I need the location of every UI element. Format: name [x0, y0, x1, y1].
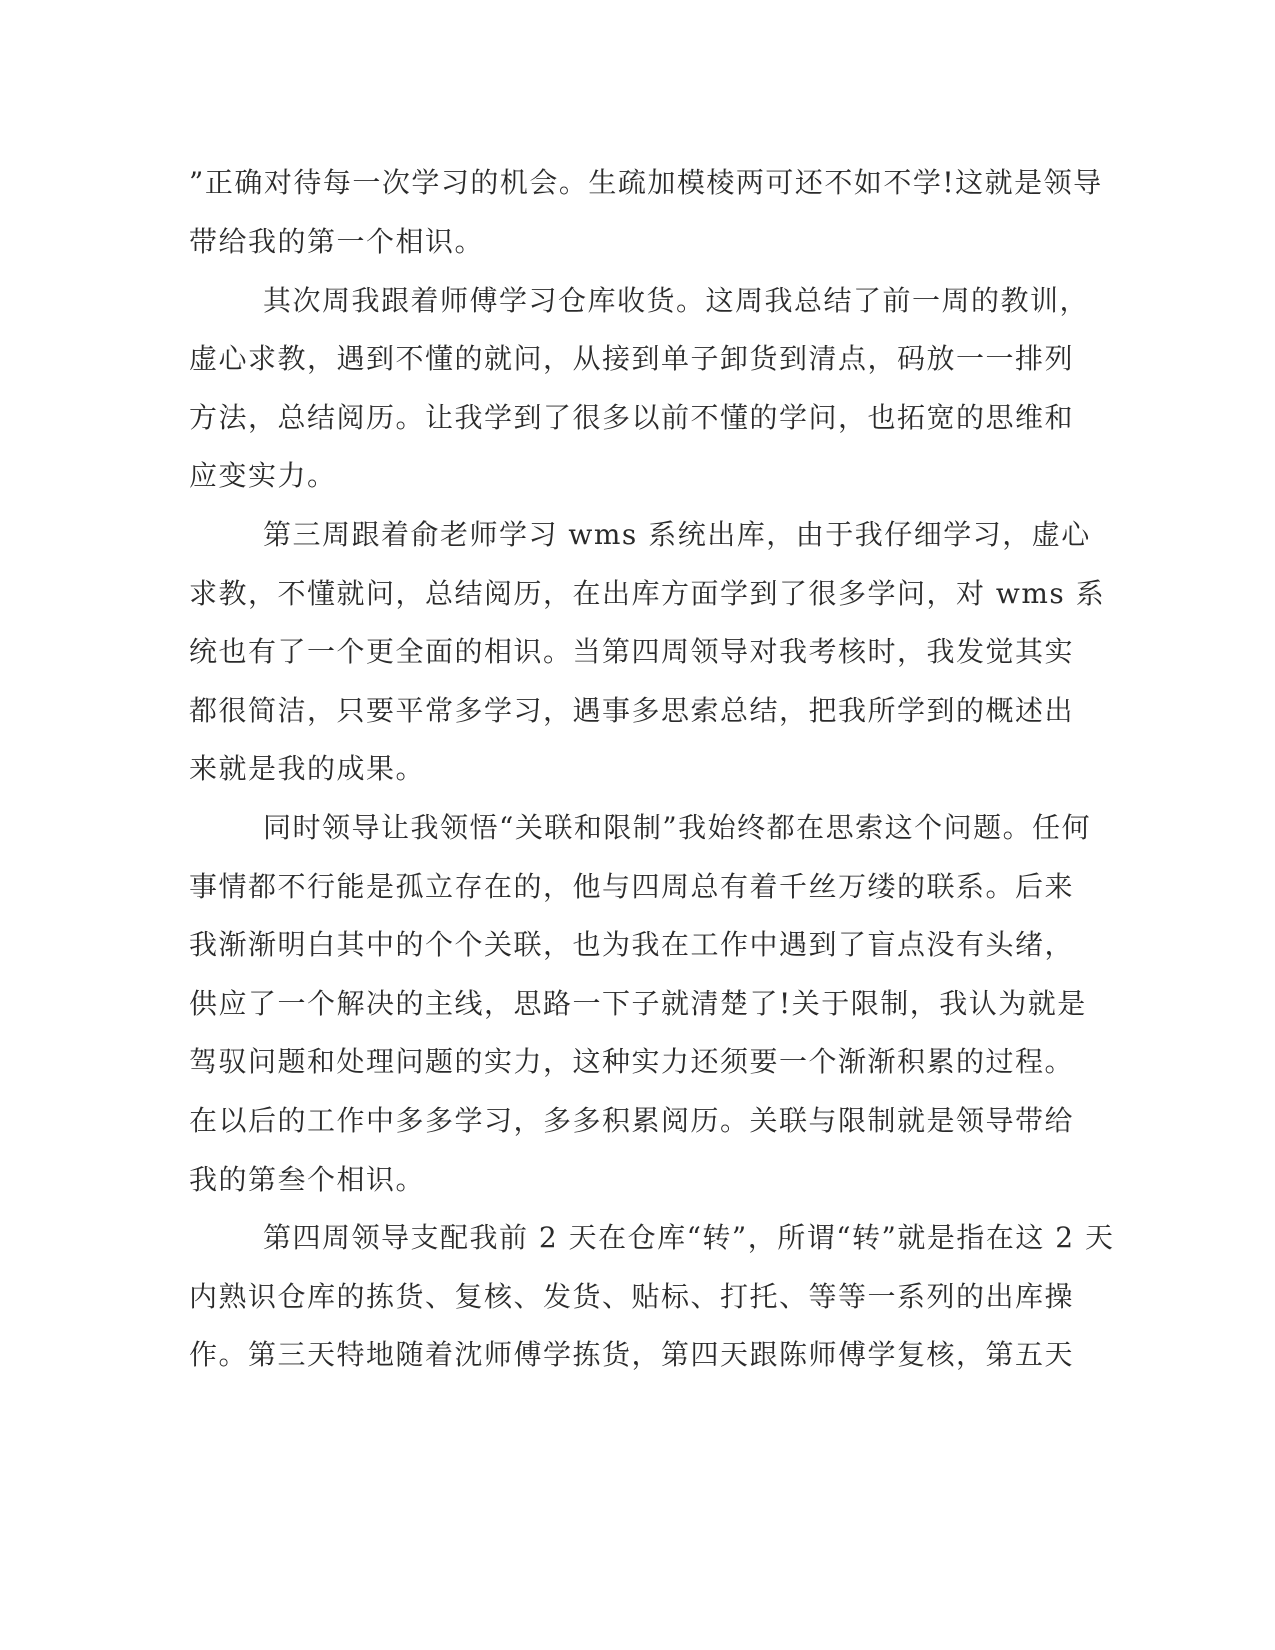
paragraph-first-line: 其次周我跟着师傅学习仓库收货。这周我总结了前一周的教训，: [263, 284, 1090, 317]
text-line: 来就是我的成果。: [189, 752, 426, 785]
text-line: 都很简洁，只要平常多学习，遇事多思索总结，把我所学到的概述出: [189, 694, 1075, 727]
text-line: 虚心求教，遇到不懂的就问，从接到单子卸货到清点，码放一一排列: [189, 342, 1075, 375]
paragraph-first-line: 同时领导让我领悟“关联和限制”我始终都在思索这个问题。任何: [263, 811, 1092, 844]
text-line: 求教，不懂就问，总结阅历，在出库方面学到了很多学问，对 wms 系: [189, 577, 1106, 610]
text-line: 驾驭问题和处理问题的实力，这种实力还须要一个渐渐积累的过程。: [189, 1045, 1075, 1078]
text-line: 我的第叁个相识。: [189, 1163, 426, 1196]
text-line: 我渐渐明白其中的个个关联，也为我在工作中遇到了盲点没有头绪，: [189, 928, 1075, 961]
text-line: 作。第三天特地随着沈师傅学拣货，第四天跟陈师傅学复核，第五天: [189, 1338, 1075, 1371]
text-line: 在以后的工作中多多学习，多多积累阅历。关联与限制就是领导带给: [189, 1104, 1075, 1137]
paragraph-first-line: 第三周跟着俞老师学习 wms 系统出库，由于我仔细学习，虚心: [263, 518, 1091, 551]
text-line: 内熟识仓库的拣货、复核、发货、贴标、打托、等等一系列的出库操: [189, 1280, 1075, 1313]
paragraph-first-line: 第四周领导支配我前 2 天在仓库“转”，所谓“转”就是指在这 2 天: [263, 1221, 1115, 1254]
text-line: 方法，总结阅历。让我学到了很多以前不懂的学问，也拓宽的思维和: [189, 401, 1075, 434]
text-line: 事情都不行能是孤立存在的，他与四周总有着千丝万缕的联系。后来: [189, 870, 1075, 903]
text-line: 带给我的第一个相识。: [189, 225, 485, 258]
text-line: 应变实力。: [189, 459, 337, 492]
text-line: 供应了一个解决的主线，思路一下子就清楚了!关于限制，我认为就是: [189, 987, 1087, 1020]
text-line: 统也有了一个更全面的相识。当第四周领导对我考核时，我发觉其实: [189, 635, 1075, 668]
text-line: ”正确对待每一次学习的机会。生疏加模棱两可还不如不学!这就是领导: [189, 166, 1103, 199]
